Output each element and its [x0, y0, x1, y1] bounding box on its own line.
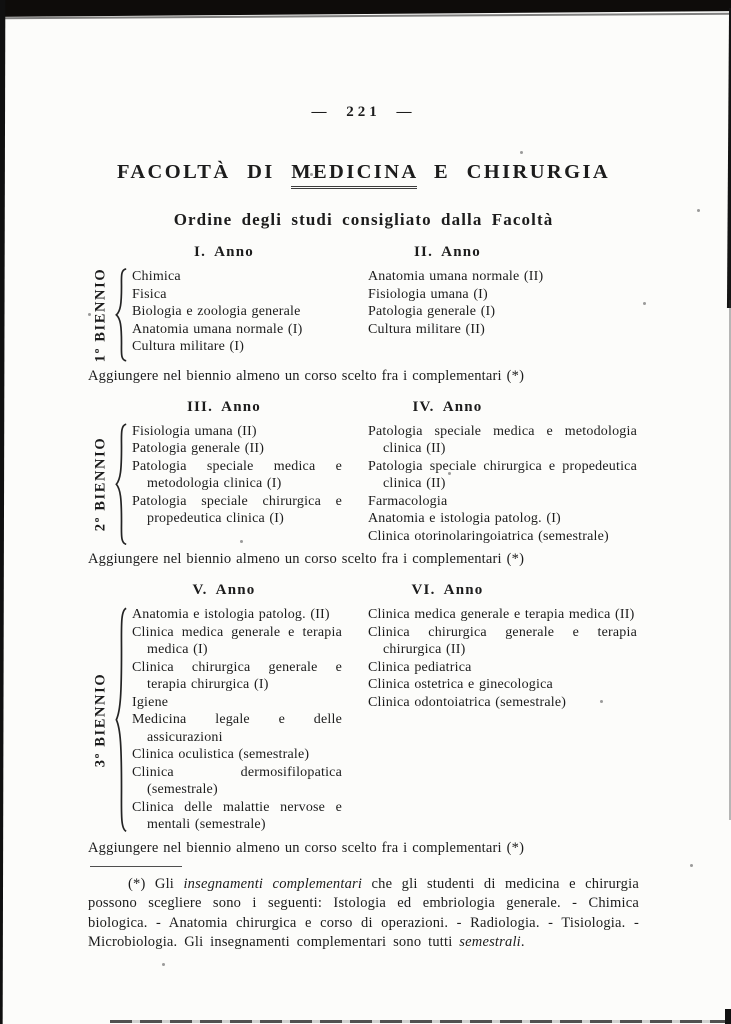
anno-header-5: V. Anno [192, 582, 256, 599]
course-item: Biologia e zoologia generale [132, 304, 301, 319]
scan-edge-bottom [110, 1020, 729, 1023]
anno-header-3: III. Anno [186, 398, 261, 415]
biennio-label-cell [88, 606, 114, 834]
page-title [88, 161, 639, 184]
course-list-anno-2 [356, 268, 639, 362]
title-segment: E CHIRURGIA [417, 161, 611, 183]
course-item: Clinica odontoiatrica (semestrale) [368, 694, 567, 710]
anno-header-1: I. Anno [194, 244, 254, 260]
title-segment: FACOLTÀ DI [116, 161, 292, 183]
title-underlined-word: MEDICINA [291, 161, 417, 189]
course-item: Anatomia e istologia patolog. (I) [368, 511, 561, 527]
course-list-anno-6 [356, 606, 639, 834]
course-item: Clinica medica generale e terapia medica (II) [368, 607, 635, 623]
biennio-label: 2º BIENNIO [92, 436, 109, 532]
course-item: Clinica dermosifilopatica (semestrale) [132, 764, 342, 798]
biennio-note-3: Aggiungere nel biennio almeno un corso scelto fra i complementari (*) [88, 839, 525, 856]
anno-header-4: IV. Anno [412, 398, 483, 415]
page-subtitle: Ordine degli studi consigliato dalla Facoltà [173, 210, 554, 229]
course-item: Patologia speciale medica e metodologia clinica (II) [368, 423, 637, 457]
course-item: Cultura militare (II) [368, 321, 485, 337]
footnote-segment: semestrali [459, 934, 521, 951]
footnote-segment: . [520, 934, 525, 951]
course-item: Cultura militare (I) [132, 339, 245, 354]
course-item: Clinica otorinolaringoiatrica (semestrale) [368, 528, 609, 544]
anno-header-6: VI. Anno [411, 582, 484, 599]
footnote-paragraph [88, 875, 639, 953]
brace-icon [114, 606, 132, 834]
biennio-section-1 [88, 244, 639, 362]
course-list-anno-4 [356, 423, 639, 546]
biennio-label-cell [88, 423, 114, 546]
course-list-anno-3 [132, 423, 356, 546]
brace-icon [114, 268, 132, 362]
course-item: Anatomia umana normale (II) [368, 269, 544, 284]
course-item: Patologia generale (II) [132, 441, 265, 457]
scan-corner-mark [725, 1009, 731, 1024]
anno-header-2: II. Anno [414, 244, 481, 260]
biennio-section-2 [88, 399, 639, 546]
course-item: Clinica oculistica (semestrale) [132, 747, 310, 763]
course-item: Anatomia e istologia patolog. (II) [132, 607, 330, 623]
course-item: Patologia generale (I) [368, 304, 496, 319]
course-item: Clinica ostetrica e ginecologica [368, 677, 553, 693]
course-item: Clinica medica generale e terapia medica (I) [132, 624, 342, 658]
course-item: Medicina legale e delle assicurazioni [132, 712, 342, 745]
course-item: Fisica [132, 286, 167, 302]
course-item: Clinica pediatrica [368, 659, 472, 675]
footnote-segment: che gli studenti di medicina e chirurgia possono scegliere sono i seguenti: Istologia ed embriologia generale. - Chimica biologica. - Anatomia chirurgica e corso di operazioni. - Radiologia. - Tisiologia. - Microbiologia. Gli insegnamenti complementari sono tutti [88, 875, 639, 951]
course-item: Clinica delle malattie nervose e mentali (semestrale) [132, 799, 342, 833]
biennio-section-3 [88, 582, 639, 834]
biennio-note-2: Aggiungere nel biennio almeno un corso scelto fra i complementari (*) [88, 551, 525, 568]
course-item: Clinica chirurgica generale e terapia chirurgica (II) [368, 624, 637, 658]
biennio-label: 3º BIENNIO [92, 672, 109, 768]
footnote-segment: insegnamenti complementari [183, 875, 363, 892]
footnote-separator [90, 866, 182, 867]
footnote-segment: (*) Gli [128, 875, 184, 892]
course-item: Farmacologia [368, 493, 448, 509]
course-list-anno-5 [132, 606, 356, 834]
scan-speckle [162, 963, 165, 966]
course-item: Igiene [132, 694, 169, 710]
brace-icon [114, 423, 132, 546]
course-list-anno-1 [132, 268, 356, 362]
course-item: Patologia speciale chirurgica e propedeutica clinica (II) [368, 458, 637, 492]
course-item: Anatomia umana normale (I) [132, 321, 303, 337]
course-item: Fisiologia umana (II) [132, 423, 257, 439]
course-item: Clinica chirurgica generale e terapia chirurgica (I) [132, 659, 342, 693]
course-item: Chimica [132, 269, 181, 284]
course-item: Fisiologia umana (I) [368, 286, 488, 302]
biennio-label-cell [88, 268, 114, 362]
biennio-label: 1º BIENNIO [92, 267, 109, 363]
course-item: Patologia speciale medica e metodologia clinica (I) [132, 458, 342, 492]
biennio-note-1: Aggiungere nel biennio almeno un corso scelto fra i complementari (*) [88, 367, 525, 384]
course-item: Patologia speciale chirurgica e propedeutica clinica (I) [132, 493, 342, 527]
page-number: — 221 — [311, 104, 416, 120]
